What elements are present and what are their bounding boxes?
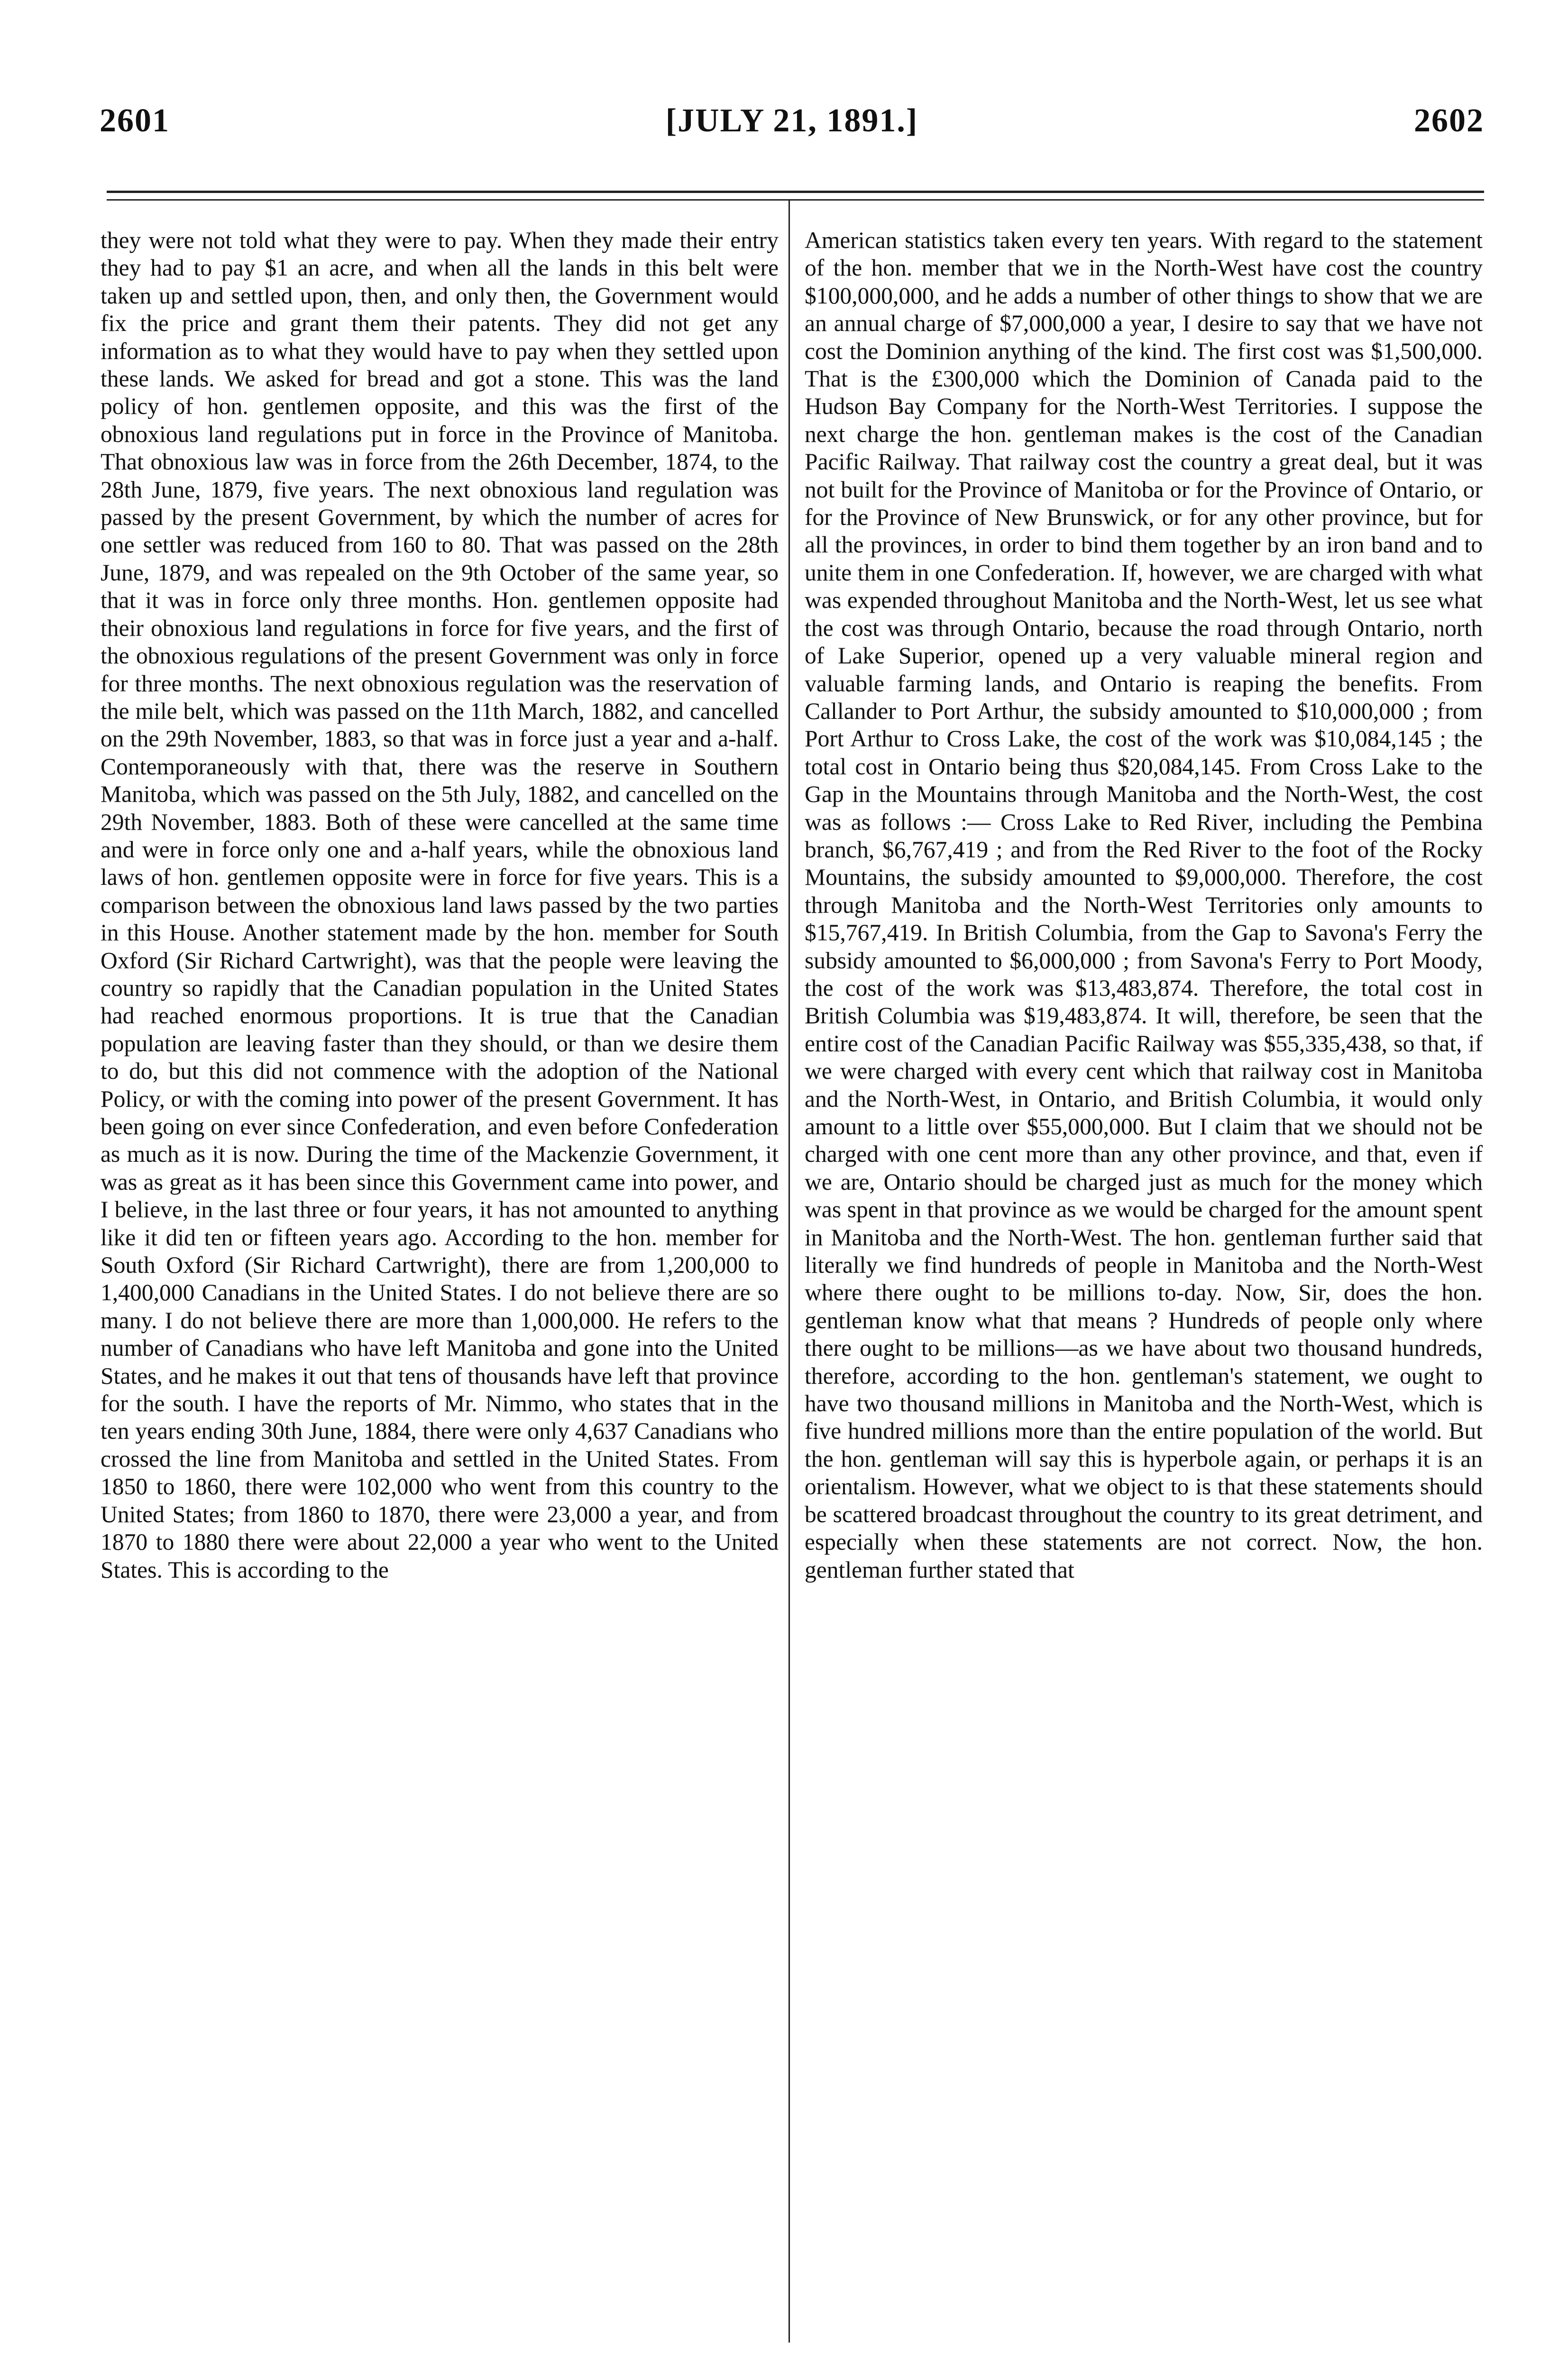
right-page-number: 2602 xyxy=(1414,102,1484,139)
issue-date: [JULY 21, 1891.] xyxy=(665,102,918,139)
column-divider xyxy=(789,199,790,2343)
left-page-number: 2601 xyxy=(100,102,170,139)
header-rule-thin xyxy=(107,199,1484,201)
right-column-text: American statistics taken every ten years. With regard to the statement of the hon. member that we in the North-West have cost the country $100,000,000, and he adds a number of other things to show that we are an annual charge of $7,000,000 a year, I desire to say that we have not cost the Dominion anything of the kind. The first cost was $1,500,000. That is the £300,000 which the Dominion of Canada paid to the Hudson Bay Company for the North-West Territories. I suppose the next charge the hon. gentleman makes is the cost of the Canadian Pacific Railway. That railway cost the country a great deal, but it was not built for the Province of Manitoba or for the Province of Ontario, or for the Province of New Brunswick, or for any other province, but for all the provinces, in order to bind them together by an iron band and to unite them in one Confederation. If, however, we are charged with what was expended throughout Manitoba and the North-West, let us see what the cost was through Ontario, because the road through Ontario, north of Lake Superior, opened up a very valuable mineral region and valuable farming lands, and Ontario is reaping the benefits. From Callander to Port Arthur, the subsidy amounted to $10,000,000 ; from Port Arthur to Cross Lake, the cost of the work was $10,084,145 ; the total cost in Ontario being thus $20,084,145. From Cross Lake to the Gap in the Mountains through Manitoba and the North-West, the cost was as follows :— Cross Lake to Red River, including the Pembina branch, $6,767,419 ; and from the Red River to the foot of the Rocky Mountains, the subsidy amounted to $9,000,000. Therefore, the cost through Manitoba and the North-West Territories only amounts to $15,767,419. In British Columbia, from the Gap to Savona's Ferry the subsidy amounted to $6,000,000 ; from Savona's Ferry to Port Moody, the cost of the work was $13,483,874. Therefore, the total cost in British Columbia was $19,483,874. It will, therefore, be seen that the entire cost of the Canadian Pacific Railway was $55,335,438, so that, if we were charged with every cent which that railway cost in Manitoba and the North-West, in Ontario, and British Columbia, it would only amount to a little over $55,000,000. But I claim that we should not be charged with one cent more than any other province, and that, even if we are, Ontario should be charged just as much for the money which was spent in that province as we would be charged for the amount spent in Manitoba and the North-West. The hon. gentleman further said that literally we find hundreds of people in Manitoba and the North-West where there ought to be millions to-day. Now, Sir, does the hon. gentleman know what that means ? Hundreds of people only where there ought to be millions—as we have about two thousand hundreds, therefore, according to the hon. gentleman's statement, we ought to have two thousand millions in Manitoba and the North-West, which is five hundred millions more than the entire population of the world. But the hon. gentleman will say this is hyperbole again, or perhaps it is an orientalism. However, what we object to is that these statements should be scattered broadcast throughout the country to its great detriment, and especially when these statements are not correct. Now, the hon. gentleman further stated that xyxy=(805,227,1483,1583)
page-header xyxy=(100,102,1484,147)
left-column-text: they were not told what they were to pay. When they made their entry they had to pay $1 an acre, and when all the lands in this belt were taken up and settled upon, then, and only then, the Government would fix the price and grant them their patents. They did not get any information as to what they would have to pay when they settled upon these lands. We asked for bread and got a stone. This was the land policy of hon. gentlemen opposite, and this was the first of the obnoxious land regulations put in force in the Province of Manitoba. That obnoxious law was in force from the 26th December, 1874, to the 28th June, 1879, five years. The next obnoxious land regulation was passed by the present Government, by which the number of acres for one settler was reduced from 160 to 80. That was passed on the 28th June, 1879, and was repealed on the 9th October of the same year, so that it was in force only three months. Hon. gentlemen opposite had their obnoxious land regulations in force for five years, and the first of the obnoxious regulations of the present Government was only in force for three months. The next obnoxious regulation was the reservation of the mile belt, which was passed on the 11th March, 1882, and cancelled on the 29th November, 1883, so that was in force just a year and a-half. Contemporaneously with that, there was the reserve in Southern Manitoba, which was passed on the 5th July, 1882, and cancelled on the 29th November, 1883. Both of these were cancelled at the same time and were in force only one and a-half years, while the obnoxious land laws of hon. gentlemen opposite were in force for five years. This is a comparison between the obnoxious land laws passed by the two parties in this House. Another statement made by the hon. member for South Oxford (Sir Richard Cartwright), was that the people were leaving the country so rapidly that the Canadian population in the United States had reached enormous proportions. It is true that the Canadian population are leaving faster than they should, or than we desire them to do, but this did not commence with the adoption of the National Policy, or with the coming into power of the present Government. It has been going on ever since Confederation, and even before Confederation as much as it is now. During the time of the Mackenzie Government, it was as great as it has been since this Government came into power, and I believe, in the last three or four years, it has not amounted to anything like it did ten or fifteen years ago. According to the hon. member for South Oxford (Sir Richard Cartwright), there are from 1,200,000 to 1,400,000 Canadians in the United States. I do not believe there are so many. I do not believe there are more than 1,000,000. He refers to the number of Canadians who have left Manitoba and gone into the United States, and he makes it out that tens of thousands have left that province for the south. I have the reports of Mr. Nimmo, who states that in the ten years ending 30th June, 1884, there were only 4,637 Canadians who crossed the line from Manitoba and settled in the United States. From 1850 to 1860, there were 102,000 who went from this country to the United States; from 1860 to 1870, there were 23,000 a year, and from 1870 to 1880 there were about 22,000 a year who went to the United States. This is according to the xyxy=(101,227,779,1583)
header-rule-thick xyxy=(107,191,1484,193)
